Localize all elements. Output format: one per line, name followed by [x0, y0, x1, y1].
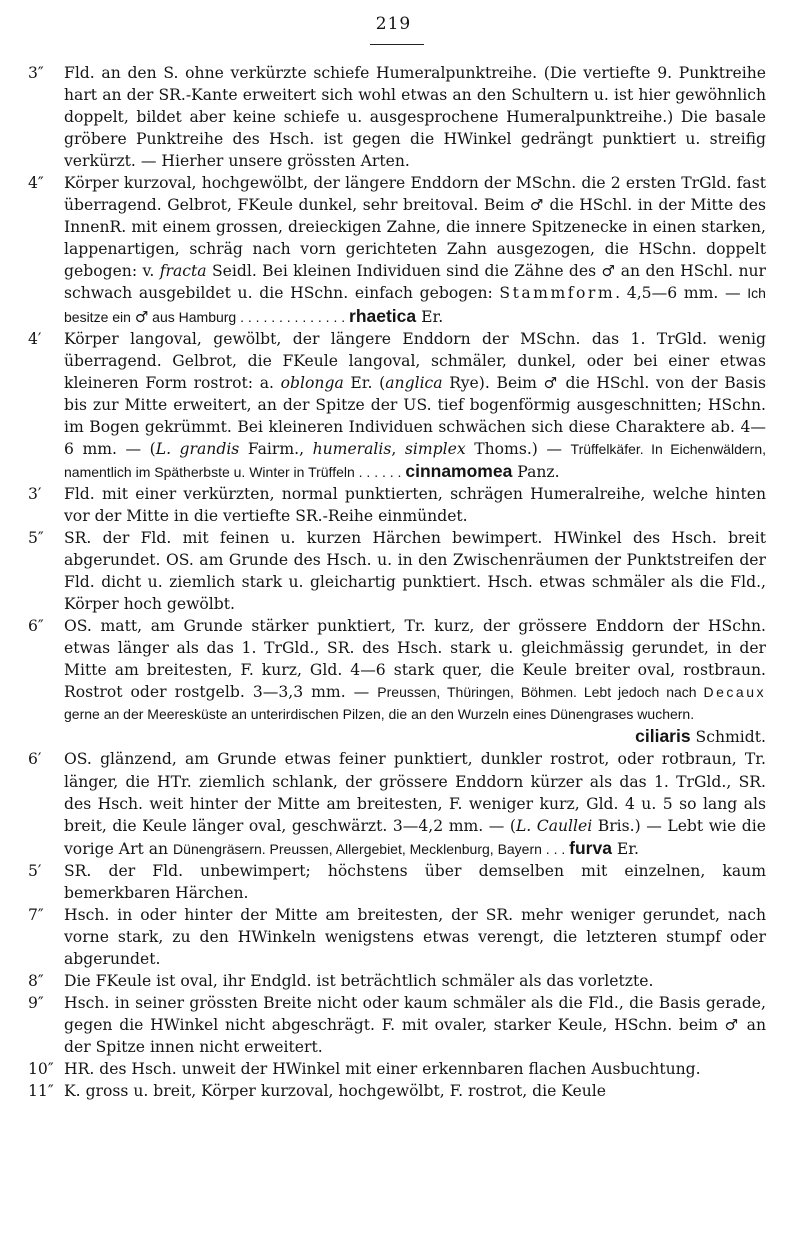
male-symbol-icon: ♂ — [543, 373, 559, 392]
key-text: Er. — [611, 839, 639, 858]
couplet-number: 7″ — [28, 905, 44, 924]
key-text: die HSchl. von der Basis bis zur Mitte erweitert, an der Spitze der US. tief bogenförmig ausgeschnitten; HSchn. im Bogen gekrümmt. Bei kleineren Individuen schwächen sich diese Charaktere ab. 4—6 mm. — ( — [64, 373, 767, 458]
key-text: an den HSchl. nur schwach ausgebildet u. die HSchn. einfach gebogen: — [64, 262, 767, 303]
key-couplet — [28, 860, 766, 904]
key-text: an der Spitze innen nicht erweitert. — [64, 1016, 767, 1057]
key-couplet — [28, 527, 766, 615]
key-text: Fld. an den S. ohne verkürzte schiefe Humeralpunktreihe. (Die vertiefte 9. Punktreihe hart an der SR.-Kante erweitert sich wohl etwas an den Schultern u. ist hier gewöhnlich doppelt, bildet aber keine schiefe u. ausgesprochene Humeralpunktreihe.) Die basale gröbere Punktreihe des Hsch. ist gegen die HWinkel gedrängt punktiert u. streifig verkürzt. — Hierher unsere grössten Arten. — [64, 64, 766, 171]
key-text: Hsch. in oder hinter der Mitte am breitesten, der SR. mehr weniger gerundet, nach vorne stark, zu den HWinkeln wenigstens etwas verengt, die letzteren stumpf oder abgerundet. — [64, 905, 766, 968]
key-couplet — [28, 904, 766, 970]
couplet-number: 4′ — [28, 329, 42, 348]
habitat-note: Decaux — [703, 684, 766, 701]
key-text: , — [391, 439, 405, 458]
habitat-note: Ich besitze ein — [64, 285, 766, 325]
couplet-number: 10″ — [28, 1060, 54, 1079]
key-text: . 4,5—6 mm. — — [615, 284, 748, 303]
male-symbol-icon: ♂ — [601, 262, 616, 281]
species-name: ciliaris — [635, 726, 691, 747]
couplet-number: 11″ — [28, 1082, 54, 1101]
key-text: OS. matt, am Grunde stärker punktiert, Tr. kurz, der grössere Enddorn der HSchn. etwas länger als das 1. TrGld., SR. des Hsch. stark u. gleichmässig gerundet, in der Mitte am breitesten, F. kurz, Gld. 4—6 stark quer, die Keule breiter oval, rostbraun. Rostrot oder rostgelb. 3—3,3 mm. — — [64, 617, 766, 702]
key-text: Fld. mit einer verkürzten, normal punktierten, schrägen Humeralreihe, welche hinten vor der Mitte in die vertiefte SR.-Reihe einmündet. — [64, 484, 766, 525]
key-text: Die FKeule ist oval, ihr Endgld. ist beträchtlich schmäler als das vorletzte. — [64, 971, 654, 990]
key-text: Fairm., — [239, 439, 313, 458]
species-name: cinnamomea — [405, 460, 513, 481]
male-symbol-icon: ♂ — [134, 307, 149, 326]
habitat-note: Dünengräsern. Preussen, Allergebiet, Mecklenburg, Bayern . . . — [173, 840, 570, 857]
italic-taxon: humeralis — [312, 439, 392, 458]
species-name: furva — [569, 837, 612, 858]
key-couplet — [28, 1080, 766, 1102]
couplet-number: 5′ — [28, 861, 42, 880]
habitat-note: aus Hamburg . . . . . . . . . . . . . . — [148, 308, 350, 325]
italic-taxon: oblonga — [280, 373, 344, 392]
italic-taxon: fracta — [159, 262, 207, 281]
key-text: Körper langoval, gewölbt, der längere Enddorn der MSchn. das 1. TrGld. wenig überragend. Gelbrot, die FKeule langoval, schmäler, dunkel, oder bei einer etwas kleineren Form rostrot: a. — [64, 329, 766, 392]
key-text: die HSchl. in der Mitte des InnenR. mit einem grossen, dreieckigen Zahne, die innere Spitzenecke in einen starken, lappenartigen, schräg nach vorn gerichteten Zahn ausgezogen, die HSchn. doppelt gebogen: v. — [64, 196, 766, 281]
italic-taxon: L. grandis — [155, 439, 240, 458]
couplet-number: 3′ — [28, 484, 42, 503]
couplet-number: 3″ — [28, 64, 44, 82]
couplet-number: 5″ — [28, 528, 44, 547]
key-text: HR. des Hsch. unweit der HWinkel mit einer erkennbaren flachen Ausbuchtung. — [64, 1060, 701, 1079]
page-number: 219 — [375, 14, 412, 34]
male-symbol-icon: ♂ — [529, 196, 544, 215]
key-couplet — [28, 483, 766, 527]
key-couplet — [28, 970, 766, 992]
italic-taxon: L. Caullei — [515, 816, 593, 835]
key-couplet — [28, 172, 766, 327]
couplet-number: 9″ — [28, 993, 44, 1012]
key-text: Er. ( — [343, 373, 386, 392]
key-text: OS. glänzend, am Grunde etwas feiner punktiert, dunkler rostrot, oder rotbraun, Tr. länger, die HTr. ziemlich schlank, der grössere Enddorn kürzer als das 1. TrGld., SR. des Hsch. weit hinter der Mitte am breitesten, F. weniger kurz, Gld. 4 u. 5 so lang als breit, die Keule länger oval, geschwärzt. 3—4,2 mm. — ( — [64, 750, 766, 835]
couplet-number: 4″ — [28, 174, 44, 193]
male-symbol-icon: ♂ — [724, 1016, 740, 1035]
habitat-note: Preussen, Thüringen, Böhmen. Lebt jedoch nach — [377, 684, 704, 701]
spaced-term: Stammform — [499, 284, 616, 303]
key-couplet — [28, 615, 766, 748]
habitat-note: gerne an der Meeresküste an unterirdischen Pilzen, die an den Wurzeln eines Dünengrases wuchern. — [64, 706, 695, 723]
key-text: SR. der Fld. mit feinen u. kurzen Härchen bewimpert. HWinkel des Hsch. breit abgerundet. OS. am Grunde des Hsch. u. in den Zwischenräumen der Punktstreifen der Fld. dicht u. ziemlich stark u. gleichartig punktiert. Hsch. etwas schmäler als die Fld., Körper hoch gewölbt. — [64, 528, 766, 614]
couplet-number: 6″ — [28, 617, 44, 636]
key-text: Körper kurzoval, hochgewölbt, der längere Enddorn der MSchn. die 2 ersten TrGld. fast überragend. Gelbrot, FKeule dunkel, sehr breitoval. Beim — [64, 174, 766, 215]
identification-key — [28, 62, 766, 1102]
couplet-number: 8″ — [28, 971, 44, 990]
key-text: K. gross u. breit, Körper kurzoval, hochgewölbt, F. rostrot, die Keule — [64, 1082, 607, 1101]
key-text: Panz. — [512, 462, 560, 481]
species-name: rhaetica — [349, 305, 417, 326]
key-text: Seidl. Bei kleinen Individuen sind die Zähne des — [206, 262, 602, 281]
key-couplet — [28, 1058, 766, 1080]
habitat-note: Trüffelkäfer. In Eichenwäldern, namentlich im Spätherbste u. Winter in Trüffeln . . . . . . — [64, 440, 766, 480]
key-text: Rye). Beim — [442, 373, 544, 392]
key-couplet — [28, 748, 766, 859]
key-text: Bris.) — Lebt wie die vorige Art an — [64, 816, 766, 858]
key-couplet — [28, 992, 766, 1058]
italic-taxon: anglica — [385, 373, 443, 392]
key-text: Hsch. in seiner grössten Breite nicht oder kaum schmäler als die Fld., die Basis gerade, gegen die HWinkel nicht abgeschrägt. F. mit ovaler, starker Keule, HSchn. beim — [64, 993, 766, 1035]
key-couplet — [28, 62, 766, 172]
key-text: Er. — [416, 307, 444, 326]
key-text: SR. der Fld. unbewimpert; höchstens über demselben mit einzelnen, kaum bemerkbaren Härchen. — [64, 861, 766, 902]
key-text: Thoms.) — — [465, 439, 571, 458]
couplet-number: 6′ — [28, 750, 42, 769]
header-rule — [370, 44, 424, 45]
key-couplet — [28, 328, 766, 483]
species-name-line: ciliaris Schmidt. — [635, 726, 766, 747]
italic-taxon: simplex — [404, 439, 466, 458]
